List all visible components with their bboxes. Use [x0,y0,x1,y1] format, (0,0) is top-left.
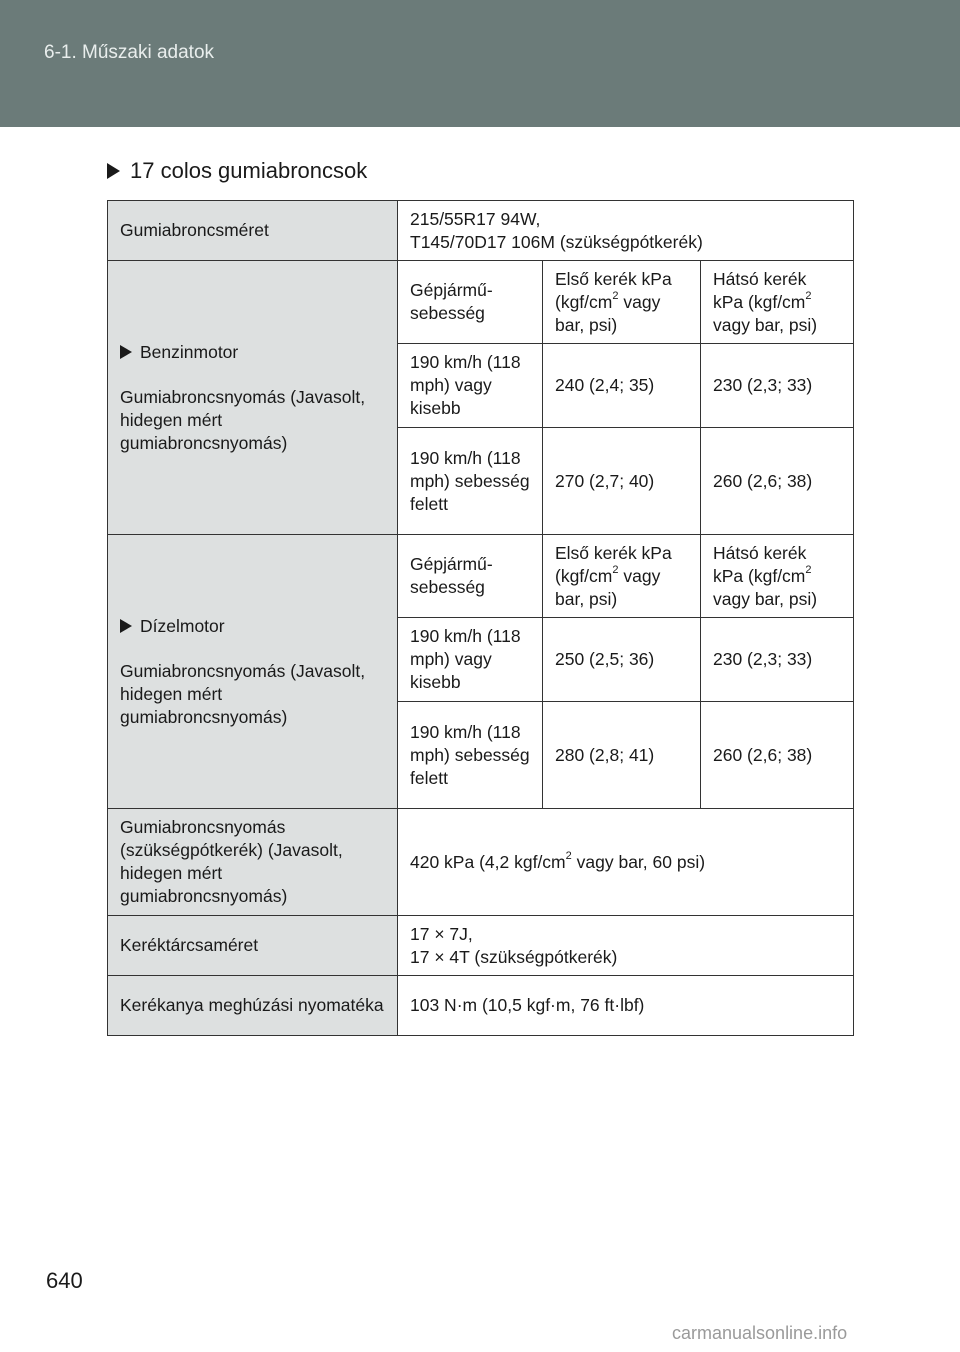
diesel-engine-name: Dízelmotor [140,615,225,636]
spare-pressure-label: Gumiabroncsnyomás (szükségpótkerék) (Javasolt, hidegen mért gumiabroncsnyomás) [108,809,398,916]
diesel-front-2: 280 (2,8; 41) [543,702,701,809]
section-heading: 6-1. Műszaki adatok [44,42,215,63]
torque-value: 103 N·m (10,5 kgf·m, 76 ft·lbf) [398,976,854,1036]
diesel-speed-2: 190 km/h (118 mph) sebesség felett [398,702,543,809]
superscript: 2 [612,289,619,302]
rim-size-value [398,916,854,976]
tire-size-value [398,201,854,261]
diesel-col-speed: Gépjármű-sebesség [398,535,543,618]
diesel-col-front-text: Első kerék kPa (kgf/cm [555,542,672,586]
petrol-rear-2: 260 (2,6; 38) [701,428,854,535]
section-title-text: 17 colos gumiabroncsok [130,158,368,183]
petrol-col-front-text-end: vagy bar, psi) [555,291,661,335]
petrol-engine-heading [120,341,385,364]
petrol-engine-name: Benzinmotor [140,341,239,362]
diesel-front-1: 250 (2,5; 36) [543,618,701,702]
diesel-col-rear-text: Hátsó kerék kPa (kgf/cm [713,542,807,586]
tire-size-line1: 215/55R17 94W, [410,208,541,229]
petrol-col-front [543,261,701,344]
diesel-speed-1: 190 km/h (118 mph) vagy kisebb [398,618,543,702]
rim-size-line1: 17 × 7J, [410,923,473,944]
triangle-bullet-icon [120,619,132,633]
tire-size-row [108,201,854,261]
spare-value-text-end: vagy bar, 60 psi) [571,851,706,872]
triangle-bullet-icon [107,163,120,179]
diesel-col-rear-text-end: vagy bar, psi) [713,588,818,609]
watermark-text: carmanualsonline.info [672,1323,848,1343]
diesel-rear-1: 230 (2,3; 33) [701,618,854,702]
petrol-rear-1: 230 (2,3; 33) [701,344,854,428]
superscript: 2 [805,289,812,302]
spare-pressure-value [398,809,854,916]
petrol-speed-1: 190 km/h (118 mph) vagy kisebb [398,344,543,428]
petrol-front-1: 240 (2,4; 35) [543,344,701,428]
petrol-label-cell [108,261,398,535]
torque-row [108,976,854,1036]
superscript: 2 [805,563,812,576]
petrol-pressure-label: Gumiabroncsnyomás (Javasolt, hidegen mért gumiabroncsnyomás) [120,386,366,453]
diesel-pressure-label: Gumiabroncsnyomás (Javasolt, hidegen mért gumiabroncsnyomás) [120,660,366,727]
diesel-header-row [108,535,854,618]
diesel-label-cell [108,535,398,809]
tire-size-label: Gumiabroncsméret [108,201,398,261]
diesel-col-front [543,535,701,618]
superscript: 2 [565,849,572,862]
torque-label: Kerékanya meghúzási nyomatéka [108,976,398,1036]
page-number: 640 [46,1268,83,1293]
petrol-col-rear-text: Hátsó kerék kPa (kgf/cm [713,268,807,312]
spare-value-text: 420 kPa (4,2 kgf/cm [410,851,566,872]
petrol-col-rear [701,261,854,344]
rim-size-label: Keréktárcsaméret [108,916,398,976]
tire-size-line2: T145/70D17 106M (szükségpótkerék) [410,231,703,252]
triangle-bullet-icon [120,345,132,359]
superscript: 2 [612,563,619,576]
section-title [107,158,367,184]
petrol-col-rear-text-end: vagy bar, psi) [713,314,818,335]
petrol-col-speed: Gépjármű-sebesség [398,261,543,344]
diesel-col-front-text-end: vagy bar, psi) [555,565,661,609]
page-header [0,0,960,127]
rim-size-line2: 17 × 4T (szükségpótkerék) [410,946,618,967]
petrol-col-front-text: Első kerék kPa (kgf/cm [555,268,672,312]
diesel-engine-heading [120,615,385,638]
petrol-header-row [108,261,854,344]
diesel-rear-2: 260 (2,6; 38) [701,702,854,809]
petrol-front-2: 270 (2,7; 40) [543,428,701,535]
tire-spec-table [107,200,854,1036]
petrol-speed-2: 190 km/h (118 mph) sebesség felett [398,428,543,535]
rim-size-row [108,916,854,976]
spare-pressure-row [108,809,854,916]
diesel-col-rear [701,535,854,618]
